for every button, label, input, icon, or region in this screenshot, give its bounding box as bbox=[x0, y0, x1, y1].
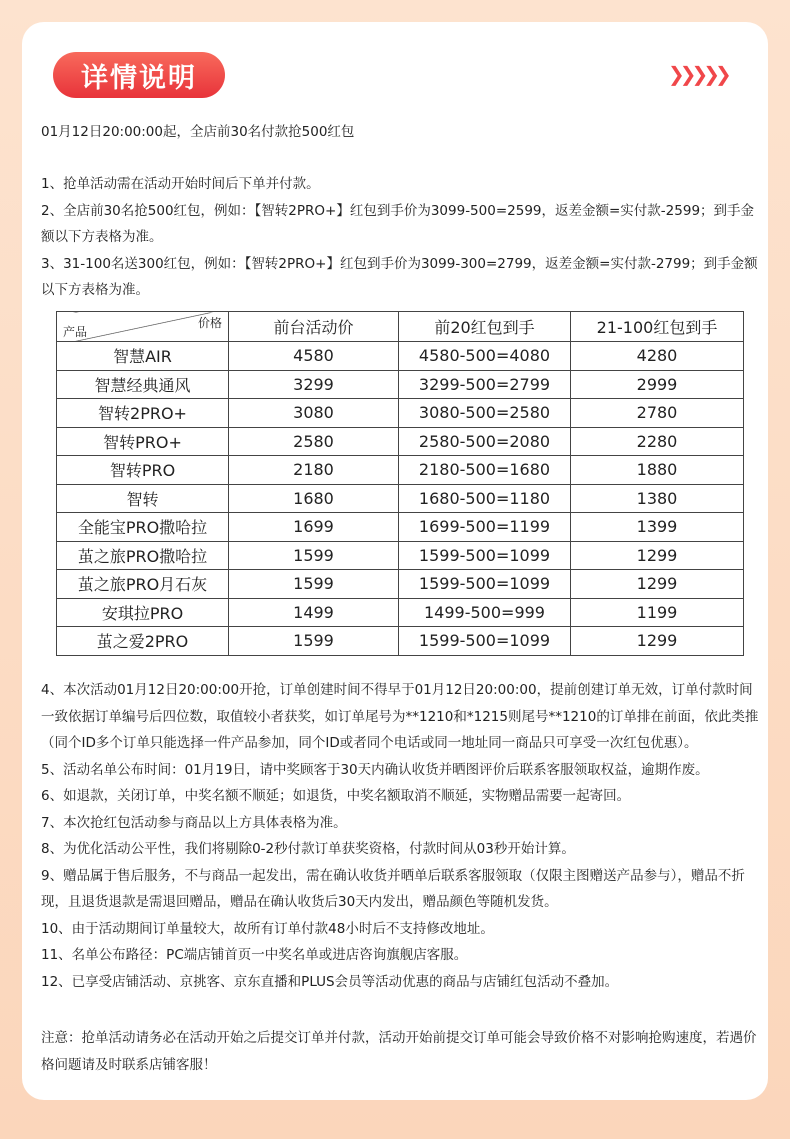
top21-100-price: 1299 bbox=[571, 627, 744, 656]
activity-price: 2180 bbox=[229, 456, 399, 485]
price-table bbox=[56, 311, 744, 656]
top21-100-price: 1380 bbox=[571, 484, 744, 513]
product-name: 智慧经典通风 bbox=[57, 370, 229, 399]
table-row bbox=[57, 427, 744, 456]
product-name: 智慧AIR bbox=[57, 342, 229, 371]
top21-100-price: 1199 bbox=[571, 598, 744, 627]
rule-item: 3、31-100名送300红包，例如：【智转2PRO+】红包到手价为3099-300=2799，返差金额=实付款-2799；到手金额以下方表格为准。 bbox=[41, 255, 758, 298]
product-name: 全能宝PRO撒哈拉 bbox=[57, 513, 229, 542]
rule-item: 7、本次抢红包活动参与商品以上方具体表格为准。 bbox=[41, 814, 347, 831]
chevrons-icon: ❯❯❯❯❯ bbox=[668, 62, 727, 86]
column-header: 前台活动价 bbox=[229, 312, 399, 342]
table-row bbox=[57, 541, 744, 570]
table-row bbox=[57, 399, 744, 428]
activity-price: 1499 bbox=[229, 598, 399, 627]
rule-item: 2、全店前30名抢500红包，例如：【智转2PRO+】红包到手价为3099-500=2599，返差金额=实付款-2599；到手金额以下方表格为准。 bbox=[41, 202, 755, 245]
activity-price: 4580 bbox=[229, 342, 399, 371]
top20-price: 1599-500=1099 bbox=[399, 541, 571, 570]
intro-text: 01月12日20:00:00起，全店前30名付款抢500红包 bbox=[41, 124, 355, 140]
table-row bbox=[57, 342, 744, 371]
activity-price: 3299 bbox=[229, 370, 399, 399]
product-name: 智转PRO bbox=[57, 456, 229, 485]
top20-price: 1699-500=1199 bbox=[399, 513, 571, 542]
rules-top bbox=[41, 171, 761, 304]
column-header: 21-100红包到手 bbox=[571, 312, 744, 342]
rule-item: 11、名单公布路径：PC端店铺首页一中奖名单或进店咨询旗舰店客服。 bbox=[41, 947, 468, 963]
table-row bbox=[57, 570, 744, 599]
activity-price: 1599 bbox=[229, 570, 399, 599]
rule-item: 5、活动名单公布时间：01月19日，请中奖顾客于30天内确认收货并晒图评价后联系客服领取权益，逾期作废。 bbox=[41, 761, 709, 778]
column-header: 前20红包到手 bbox=[399, 312, 571, 342]
product-name: 智转 bbox=[57, 484, 229, 513]
rule-item: 12、已享受店铺活动、京挑客、京东直播和PLUS会员等活动优惠的商品与店铺红包活动不叠加。 bbox=[41, 973, 619, 990]
top20-price: 2580-500=2080 bbox=[399, 427, 571, 456]
corner-price-label: 价格 bbox=[197, 316, 222, 330]
top20-price: 1680-500=1180 bbox=[399, 484, 571, 513]
activity-price: 2580 bbox=[229, 427, 399, 456]
activity-price: 3080 bbox=[229, 399, 399, 428]
activity-price: 1599 bbox=[229, 627, 399, 656]
top20-price: 3080-500=2580 bbox=[399, 399, 571, 428]
top21-100-price: 2780 bbox=[571, 399, 744, 428]
table-row bbox=[57, 513, 744, 542]
activity-price: 1680 bbox=[229, 484, 399, 513]
notice-text: 注意：抢单活动请务必在活动开始之后提交订单并付款，活动开始前提交订单可能会导致价格不对影响抢购速度，若遇价格问题请及时联系店铺客服！ bbox=[41, 1030, 757, 1073]
rule-item: 10、由于活动期间订单量较大，故所有订单付款48小时后不支持修改地址。 bbox=[41, 920, 494, 937]
product-name: 茧之旅PRO月石灰 bbox=[57, 570, 229, 599]
top21-100-price: 1299 bbox=[571, 541, 744, 570]
top20-price: 1599-500=1099 bbox=[399, 627, 571, 656]
rules-bottom bbox=[41, 677, 761, 995]
top21-100-price: 1880 bbox=[571, 456, 744, 485]
table-row bbox=[57, 456, 744, 485]
corner-product-label: 产品 bbox=[63, 325, 88, 339]
table-row bbox=[57, 598, 744, 627]
product-name: 茧之旅PRO撒哈拉 bbox=[57, 541, 229, 570]
corner-cell bbox=[57, 312, 229, 342]
product-name: 安琪拉PRO bbox=[57, 598, 229, 627]
rule-item: 1、抢单活动需在活动开始时间后下单并付款。 bbox=[41, 176, 320, 192]
product-name: 茧之爱2PRO bbox=[57, 627, 229, 656]
rule-item: 9、赠品属于售后服务，不与商品一起发出，需在确认收货并晒单后联系客服领取（仅限主图赠送产品参与），赠品不折现，且退货退款是需退回赠品，赠品在确认收货后30天内发出，赠品颜色等随机发货。 bbox=[41, 867, 745, 910]
top20-price: 4580-500=4080 bbox=[399, 342, 571, 371]
top21-100-price: 2280 bbox=[571, 427, 744, 456]
rule-item: 6、如退款，关闭订单，中奖名额不顺延；如退货，中奖名额取消不顺延，实物赠品需要一起寄回。 bbox=[41, 788, 631, 804]
product-name: 智转2PRO+ bbox=[57, 399, 229, 428]
table-row bbox=[57, 370, 744, 399]
table-row bbox=[57, 484, 744, 513]
section-title-badge: 详情说明 bbox=[53, 52, 225, 98]
product-name: 智转PRO+ bbox=[57, 427, 229, 456]
activity-price: 1599 bbox=[229, 541, 399, 570]
rule-item: 4、本次活动01月12日20:00:00开抢，订单创建时间不得早于01月12日20:00:00，提前创建订单无效，订单付款时间一致依据订单编号后四位数，取值较小者获奖，如订单尾号为**1210和*1215则尾号**1210的订单排在前面，依此类推（同个ID多个订单只能选择一件产品参加，同个ID或者同个电话或同一地址同一商品只可享受一次红包优惠）。 bbox=[41, 682, 759, 751]
top21-100-price: 2999 bbox=[571, 370, 744, 399]
table-row bbox=[57, 627, 744, 656]
top20-price: 3299-500=2799 bbox=[399, 370, 571, 399]
rule-item: 8、为优化活动公平性，我们将剔除0-2秒付款订单获奖资格，付款时间从03秒开始计算。 bbox=[41, 841, 575, 857]
top21-100-price: 1399 bbox=[571, 513, 744, 542]
activity-price: 1699 bbox=[229, 513, 399, 542]
top21-100-price: 4280 bbox=[571, 342, 744, 371]
top20-price: 2180-500=1680 bbox=[399, 456, 571, 485]
top20-price: 1599-500=1099 bbox=[399, 570, 571, 599]
top21-100-price: 1299 bbox=[571, 570, 744, 599]
top20-price: 1499-500=999 bbox=[399, 598, 571, 627]
